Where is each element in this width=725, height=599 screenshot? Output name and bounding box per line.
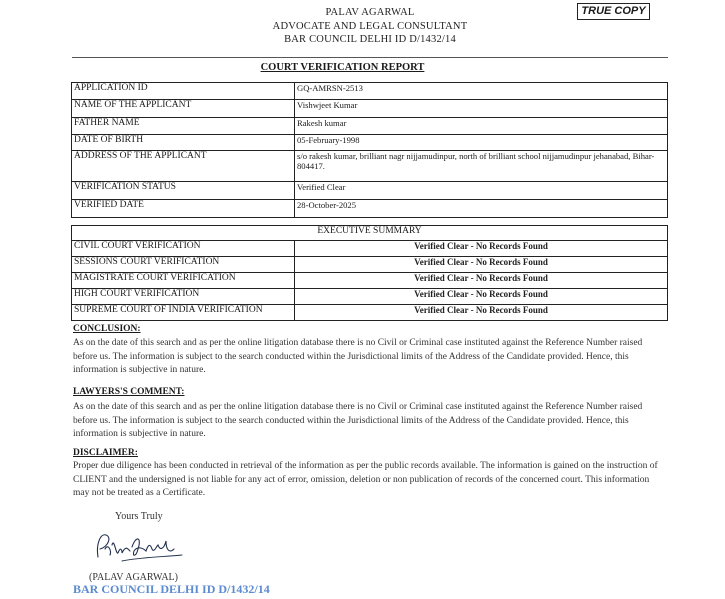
letterhead-name: PALAV AGARWAL — [325, 7, 415, 18]
court-label: CIVIL COURT VERIFICATION — [72, 241, 295, 257]
court-label: SUPREME COURT OF INDIA VERIFICATION — [72, 305, 295, 321]
table-row — [72, 257, 668, 273]
letterhead-designation: ADVOCATE AND LEGAL CONSULTANT — [272, 21, 468, 32]
table-row — [72, 226, 668, 241]
executive-summary-table — [71, 225, 668, 321]
table-row — [72, 135, 668, 151]
court-status: Verified Clear - No Records Found — [295, 305, 668, 321]
table-row — [72, 241, 668, 257]
field-label: NAME OF THE APPLICANT — [72, 100, 295, 118]
field-value: 28-October-2025 — [295, 200, 668, 218]
lawyers-comment-heading: LAWYERS'S COMMENT: — [73, 387, 185, 397]
applicant-details-table — [71, 82, 668, 218]
field-value: Rakesh kumar — [295, 118, 668, 135]
letterhead-council-id: BAR COUNCIL DELHI ID D/1432/14 — [284, 34, 456, 45]
court-label: HIGH COURT VERIFICATION — [72, 289, 295, 305]
table-row — [72, 151, 668, 182]
table-row — [72, 100, 668, 118]
disclaimer-text: Proper due diligence has been conducted in retrieval of the information as per the public records available. The information is gained on the instruction of CLIENT and the undersigned is not liable for any act of error, omission, deletion or non publication of records of the concerned court. This information may not be treated as a Certificate. — [73, 461, 658, 498]
field-value: Vishwjeet Kumar — [295, 100, 668, 118]
field-value: Verified Clear — [295, 182, 668, 200]
closing-text: Yours Truly — [115, 511, 163, 522]
court-status: Verified Clear - No Records Found — [295, 289, 668, 305]
field-label: VERIFIED DATE — [72, 200, 295, 218]
field-label: DATE OF BIRTH — [72, 135, 295, 151]
field-value: 05-February-1998 — [295, 135, 668, 151]
table-row — [72, 118, 668, 135]
field-value: s/o rakesh kumar, brilliant nagr nijjamudinpur, north of brilliant school nijjamudinpur jehanabad, Bihar-804417. — [295, 151, 668, 182]
field-label: FATHER NAME — [72, 118, 295, 135]
court-label: MAGISTRATE COURT VERIFICATION — [72, 273, 295, 289]
conclusion-heading: CONCLUSION: — [73, 324, 141, 334]
table-row — [72, 83, 668, 100]
table-row — [72, 289, 668, 305]
court-status: Verified Clear - No Records Found — [295, 241, 668, 257]
true-copy-stamp: TRUE COPY — [577, 3, 650, 20]
handwritten-signature — [92, 527, 187, 570]
field-label: VERIFICATION STATUS — [72, 182, 295, 200]
table-row — [72, 182, 668, 200]
field-label: APPLICATION ID — [72, 83, 295, 100]
executive-summary-heading: EXECUTIVE SUMMARY — [72, 226, 668, 241]
signatory-name: (PALAV AGARWAL) — [89, 572, 178, 583]
lawyers-comment-text: As on the date of this search and as per the online litigation database there is no Civil or Criminal case instituted against the Reference Number raised before us. The information is subject to the search conducted within the Jurisdictional limits of the Address of the Candidate provided. Hence, this information is subjective in nature. — [73, 402, 643, 439]
field-label: ADDRESS OF THE APPLICANT — [72, 151, 295, 182]
signatory-council-id: BAR COUNCIL DELHI ID D/1432/14 — [73, 582, 270, 596]
court-status: Verified Clear - No Records Found — [295, 273, 668, 289]
table-row — [72, 200, 668, 218]
court-status: Verified Clear - No Records Found — [295, 257, 668, 273]
conclusion-text: As on the date of this search and as per the online litigation database there is no Civil or Criminal case instituted against the Reference Number raised before us. The information is subject to the search conducted within the Jurisdictional limits of the Address of the Candidate provided. Hence, this information is subjective in nature. — [73, 338, 643, 375]
header-divider — [72, 57, 668, 58]
disclaimer-heading: DISCLAIMER: — [73, 448, 138, 458]
table-row — [72, 305, 668, 321]
field-value: GQ-AMRSN-2513 — [295, 83, 668, 100]
report-title: COURT VERIFICATION REPORT — [260, 62, 425, 73]
court-label: SESSIONS COURT VERIFICATION — [72, 257, 295, 273]
table-row — [72, 273, 668, 289]
